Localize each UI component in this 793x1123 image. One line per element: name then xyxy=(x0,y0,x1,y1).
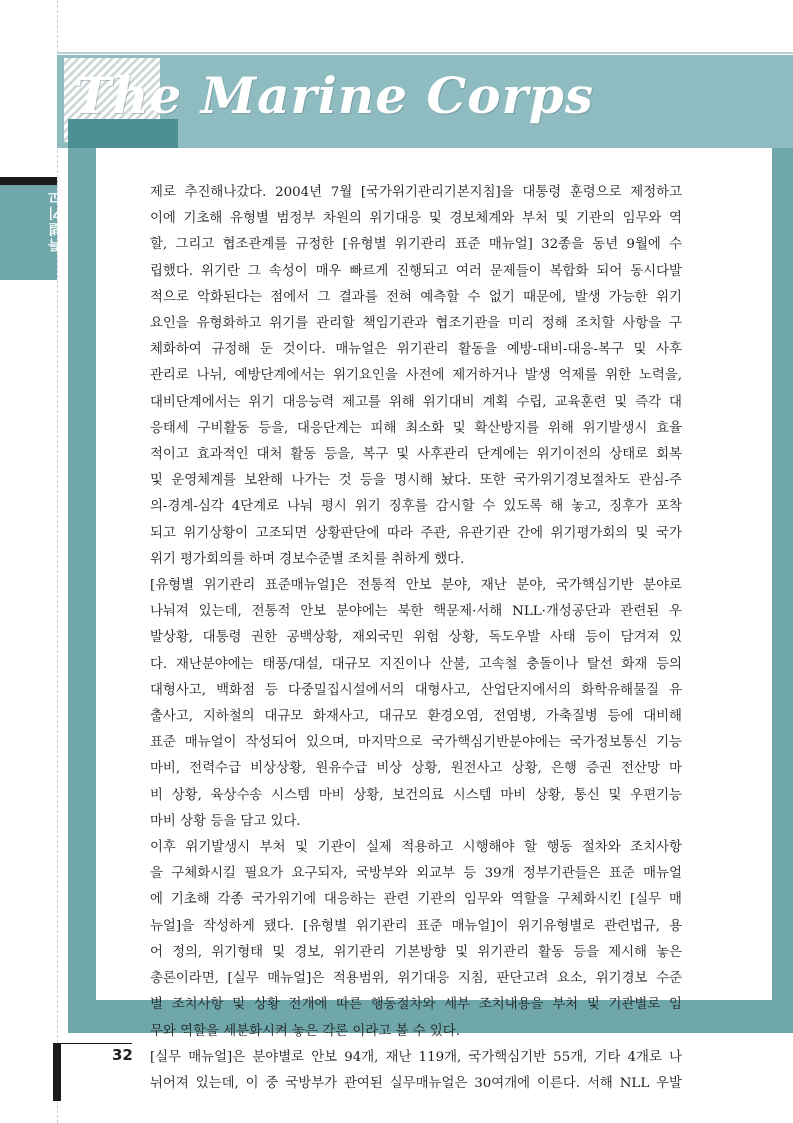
body-line: 제로 추진해나갔다. 2004년 7월 [국가위기관리기본지침]을 대통령 훈령으로 제정하고 xyxy=(150,185,682,200)
section-label: 특별기고 xyxy=(49,188,64,252)
page-number-rule xyxy=(57,1043,132,1044)
body-line: 대비단계에서는 위기 대응능력 제고를 위해 위기대비 계획 수립, 교육훈련 및 즉각 대 xyxy=(150,394,682,410)
body-line: 뉘어져 있는데, 이 중 국방부가 관여된 실무매뉴얼은 30여개에 이른다. 서해 NLL 우발 xyxy=(150,1075,682,1091)
body-line: 의-경계-심각 4단계로 나눠 평시 위기 징후를 감시할 수 있도록 해 놓고, 징후가 포착 xyxy=(150,499,682,515)
body-line: 나눠져 있는데, 전통적 안보 분야에는 북한 핵문제·서해 NLL·개성공단과 관련된 우 xyxy=(150,604,682,620)
body-line: 할, 그리고 협조관계를 규정한 [유형별 위기관리 표준 매뉴얼] 32종을 동년 9월에 수 xyxy=(150,237,682,253)
body-line: [실무 매뉴얼]은 분야별로 안보 94개, 재난 119개, 국가핵심기반 55개, 기타 4개로 나 xyxy=(150,1049,682,1065)
side-tab-rule xyxy=(0,177,57,185)
body-line: 표준 매뉴얼이 작성되어 있으며, 마지막으로 국가핵심기반분야에는 국가정보통신 기능 xyxy=(150,735,682,751)
body-line: 출사고, 지하철의 대규모 화재사고, 대규모 환경오염, 전염병, 가축질병 등에 대비해 xyxy=(150,709,682,725)
body-line: 립했다. 위기란 그 속성이 매우 빠르게 진행되고 여러 문제들이 복합화 되어 동시다발 xyxy=(150,263,682,279)
body-line: 요인을 유형화하고 위기를 관리할 책임기관과 협조기관을 미리 정해 조치할 사항을 구 xyxy=(150,316,682,332)
header-top-rule xyxy=(57,52,793,54)
body-line: 이에 기초해 유형별 범정부 차원의 위기대응 및 경보체계와 부처 및 기관의 임무와 역 xyxy=(150,211,682,227)
article-body xyxy=(150,180,682,1097)
body-line: 체화하여 규정해 둔 것이다. 매뉴얼은 위기관리 활동을 예방-대비-대응-복구 및 사후 xyxy=(150,342,682,358)
body-line: 응태세 구비활동 등을, 대응단계는 피해 최소화 및 확산방지를 위해 위기발생시 효율 xyxy=(150,420,682,436)
body-line: 마비 상황 등을 담고 있다. xyxy=(150,813,301,829)
frame-left-bar xyxy=(68,148,96,1033)
body-line: 다. 재난분야에는 태풍/대설, 대규모 지진이나 산불, 고속철 충돌이나 탈선 화재 등의 xyxy=(150,656,682,672)
body-line: 어 정의, 위기형태 및 경보, 위기관리 기본방향 및 위기관리 활동 등을 제시해 놓은 xyxy=(150,944,682,960)
frame-right-bar xyxy=(772,148,793,1033)
body-line: 되고 위기상황이 고조되면 상황판단에 따라 주관, 유관기관 간에 위기평가회의 및 국가 xyxy=(150,525,682,541)
dashed-guide-line xyxy=(57,0,58,1123)
page-number-bar xyxy=(53,1043,61,1101)
body-line: 뉴얼]을 작성하게 됐다. [유형별 위기관리 표준 매뉴얼]이 위기유형별로 관련법규, 용 xyxy=(150,918,682,934)
body-line: 적이고 효과적인 대처 활동 등을, 복구 및 사후관리 단계에는 위기이전의 상태로 회복 xyxy=(150,447,682,463)
body-line: 이후 위기발생시 부처 및 기관이 실제 적용하고 시행해야 할 행동 절차와 조치사항 xyxy=(150,840,682,856)
body-line: 대형사고, 백화점 등 다중밀집시설에서의 대형사고, 산업단지에서의 화학유해물질 유 xyxy=(150,682,682,698)
magazine-title: The Marine Corps xyxy=(74,66,595,125)
body-line: 발상황, 대통령 권한 공백상황, 재외국민 위험 상황, 독도우발 사태 등이 담겨져 있 xyxy=(150,630,682,646)
body-line: 관리로 나뉘, 예방단계에서는 위기요인을 사전에 제거하거나 발생 억제를 위한 노력을, xyxy=(150,368,682,384)
body-line: [유형별 위기관리 표준매뉴얼]은 전통적 안보 분야, 재난 분야, 국가핵심기반 분야로 xyxy=(150,578,682,594)
body-line: 비 상황, 육상수송 시스템 마비 상황, 보건의료 시스템 마비 상황, 통신 및 우편기능 xyxy=(150,787,682,803)
body-line: 을 구체화시킬 필요가 요구되자, 국방부와 외교부 등 39개 정부기관들은 표준 매뉴얼 xyxy=(150,866,682,882)
page-number: 32 xyxy=(112,1046,133,1064)
body-line: 별 조치사항 및 상황 전개에 따른 행동절차와 세부 조치내용을 부처 및 기관별로 임 xyxy=(150,997,682,1013)
body-line: 에 기초해 각종 국가위기에 대응하는 관련 기관의 임무와 역할을 구체화시킨 [실무 매 xyxy=(150,892,682,908)
body-line: 위기 평가회의를 하며 경보수준별 조치를 취하게 했다. xyxy=(150,551,465,567)
body-line: 총론이라면, [실무 매뉴얼]은 적용범위, 위기대응 지침, 판단고려 요소, 위기경보 수준 xyxy=(150,971,682,987)
body-line: 및 운영체계를 보완해 나가는 것 등을 명시해 놨다. 또한 국가위기경보절차도 관심-주 xyxy=(150,473,682,489)
body-line: 적으로 악화된다는 점에서 그 결과를 전혀 예측할 수 없기 때문에, 발생 가능한 위기 xyxy=(150,289,682,305)
body-line: 무와 역할을 세분화시켜 놓은 각론 이라고 볼 수 있다. xyxy=(150,1023,460,1039)
body-line: 마비, 전력수급 비상상황, 원유수급 비상 상황, 원전사고 상황, 은행 증권 전산망 마 xyxy=(150,761,682,777)
